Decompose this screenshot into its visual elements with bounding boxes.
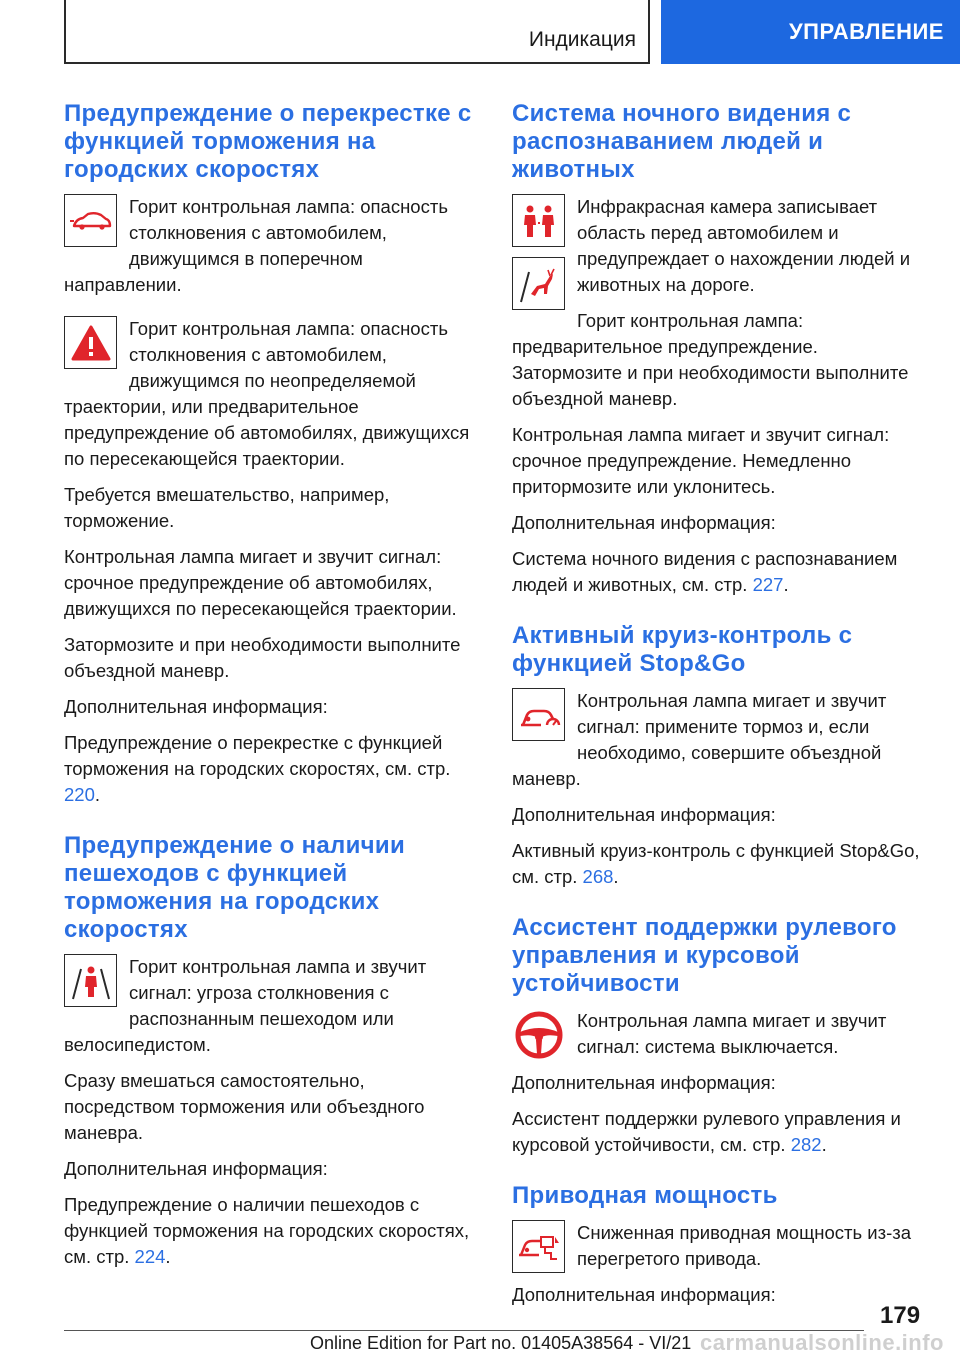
paragraph-text: Система ночного видения с распознаванием людей и животных, см. стр. [512, 548, 898, 595]
paragraph: Контрольная лампа мигает и звучит сигнал: примените тормоз и, если необходимо, совершите объездной маневр. [512, 690, 887, 789]
page-link[interactable]: 227 [752, 574, 784, 595]
paragraph: Горит контрольная лампа: опасность столкновения с автомобилем, движущимся в поперечном направлении. [64, 196, 448, 295]
section-title: Активный круиз-контроль с функцией Stop&Go [512, 622, 853, 677]
section-cruise-control [512, 622, 928, 890]
drive-power-icon [512, 1220, 565, 1273]
section-pedestrian-warning [64, 832, 480, 1270]
paragraph-text: Ассистент поддержки рулевого управления и курсовой устойчивости, см. стр. [512, 1108, 901, 1155]
page-number: 179 [880, 1302, 921, 1329]
icon-stack [512, 194, 565, 320]
car-collision-icon [64, 194, 117, 247]
section-steering-assist [512, 914, 928, 1158]
paragraph-end: . [613, 866, 619, 887]
paragraph: Сниженная приводная мощность из-за перегретого привода. [577, 1222, 912, 1269]
paragraph: Контрольная лампа мигает и звучит сигнал: срочное предупреждение. Немедленно притормозите или уклонитесь. [512, 424, 890, 497]
paragraph-text: Предупреждение о наличии пешеходов с функцией торможения на городских скоростях, см. стр. [64, 1194, 470, 1267]
paragraph: Контрольная лампа мигает и звучит сигнал: система выключается. [577, 1010, 887, 1057]
paragraph: Контрольная лампа мигает и звучит сигнал: срочное предупреждение об автомобилях, движущихся по пересекающейся траектории. [64, 546, 457, 619]
section-night-vision [512, 100, 928, 598]
steering-wheel-icon [512, 1008, 565, 1061]
header-section-title: Индикация [528, 28, 636, 51]
paragraph: Дополнительная информация: [64, 696, 328, 717]
warning-triangle-icon [64, 316, 117, 369]
paragraph: Дополнительная информация: [64, 1158, 328, 1179]
paragraph [512, 1106, 928, 1158]
page-link[interactable]: 224 [134, 1246, 166, 1267]
section-title: Ассистент поддержки рулевого управления и курсовой устойчивости [512, 914, 897, 997]
cruise-control-icon [512, 688, 565, 741]
paragraph [512, 546, 928, 598]
paragraph: Дополнительная информация: [512, 512, 776, 533]
paragraph: Горит контрольная лампа: опасность столкновения с автомобилем, движущимся по неопределяемой траектории, или предварительное предупреждение об автомобилях, движущихся по пересекающейся траектории. [64, 318, 470, 469]
paragraph [64, 730, 480, 808]
paragraph-end: . [783, 574, 789, 595]
section-title: Система ночного видения с распознаванием людей и животных [512, 100, 852, 183]
paragraph: Инфракрасная камера записывает область перед автомобилем и предупреждает о нахождении людей и животных на дороге. [577, 196, 911, 295]
paragraph: Дополнительная информация: [512, 1072, 776, 1093]
paragraph: Горит контрольная лампа и звучит сигнал: угроза столкновения с распознанным пешеходом или велосипедистом. [64, 956, 427, 1055]
watermark: carmanualsonline.info [700, 1330, 944, 1355]
paragraph-text: Предупреждение о перекрестке с функцией торможения на городских скоростях, см. стр. [64, 732, 451, 779]
paragraph [512, 838, 928, 890]
page-link[interactable]: 268 [582, 866, 614, 887]
paragraph-end: . [94, 784, 101, 805]
paragraph: Требуется вмешательство, например, торможение. [64, 484, 390, 531]
paragraph: Дополнительная информация: [512, 1284, 776, 1305]
paragraph-end: . [821, 1134, 827, 1155]
right-column [512, 100, 928, 1332]
pedestrian-icon [64, 954, 117, 1007]
section-title: Предупреждение о перекрестке с функцией торможения на городских скоростях [64, 100, 472, 183]
paragraph: Сразу вмешаться самостоятельно, посредством торможения или объездного маневра. [64, 1070, 425, 1143]
page-link[interactable]: 282 [790, 1134, 822, 1155]
header-chapter-tab[interactable]: УПРАВЛЕНИЕ [661, 0, 960, 64]
footer-edition: Online Edition for Part no. 01405A38564 - VI/21 [310, 1333, 692, 1353]
section-crossing-warning [64, 100, 480, 808]
night-vision-people-icon [512, 194, 565, 247]
section-title: Приводная мощность [512, 1182, 778, 1209]
deer-icon [512, 257, 565, 310]
paragraph: Дополнительная информация: [512, 804, 776, 825]
paragraph: Горит контрольная лампа: предварительное предупреждение. Затормозите и при необходимости выполните объездной маневр. [512, 310, 909, 409]
paragraph: Затормозите и при необходимости выполните объездной маневр. [64, 634, 461, 681]
left-column [64, 100, 480, 1294]
paragraph-text: Активный круиз-контроль с функцией Stop&Go, см. стр. [512, 840, 920, 887]
section-drive-power [512, 1182, 928, 1308]
header-frame [64, 0, 650, 64]
page-link[interactable]: 220 [64, 784, 95, 805]
section-title: Предупреждение о наличии пешеходов с функцией торможения на городских скоростях [64, 832, 405, 943]
paragraph [64, 1192, 480, 1270]
paragraph-end: . [165, 1246, 171, 1267]
